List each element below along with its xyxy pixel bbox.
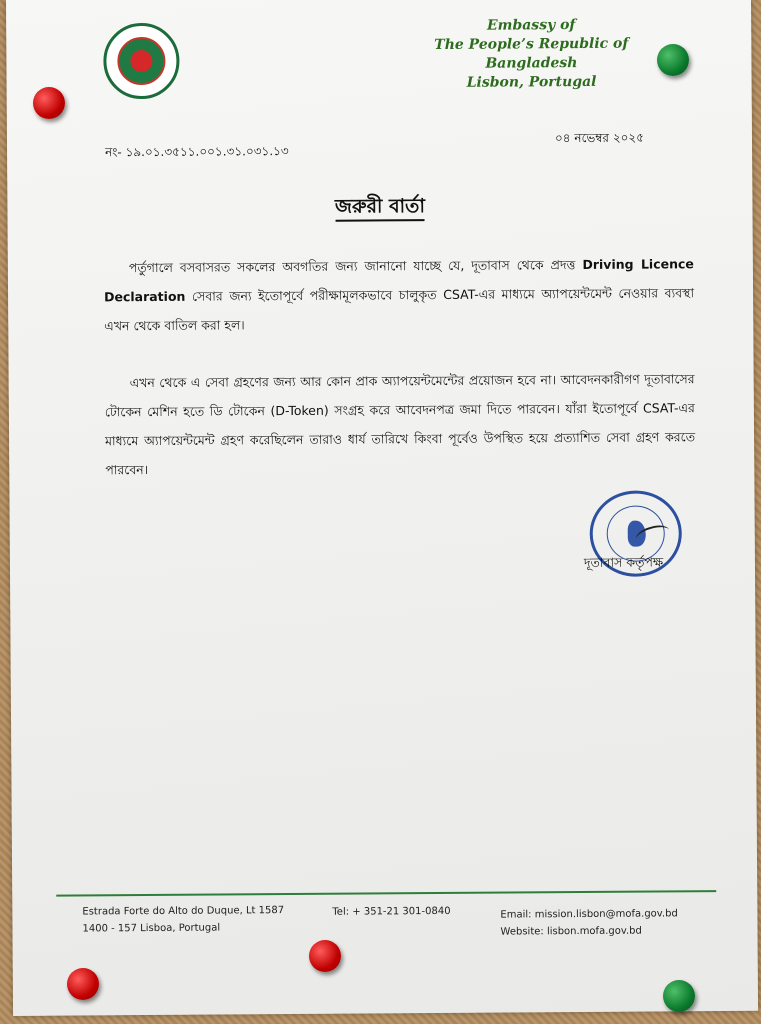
footer-address-line1: Estrada Forte do Alto do Duque, Lt 1587 [82,905,285,918]
footer-telephone: Tel: + 351-21 301-0840 [332,905,451,918]
notice-title [7,190,752,227]
header-line2: The People’s Republic of Bangladesh [434,35,629,72]
government-emblem-icon [103,23,180,100]
reference-number: নং- ১৯.০১.৩৫১১.০০১.৩১.০৩১.১৩ [105,144,289,160]
footer-divider [56,890,716,897]
green-pushpin-icon [663,980,695,1012]
notice-paper [6,0,758,1016]
footer-address-line2: 1400 - 157 Lisboa, Portugal [82,922,221,935]
red-pushpin-icon [67,968,99,1000]
paragraph-1-before: পর্তুগালে বসবাসরত সকলের অবগতির জন্য জানানো যাচ্ছে যে, দূতাবাস থেকে প্রদত্ত [128,256,583,276]
green-pushpin-icon [657,44,689,76]
notice-date: ০৪ নভেম্বর ২০২৫ [554,130,645,146]
paragraph-1 [104,249,695,340]
paragraph-2-text: এখন থেকে এ সেবা গ্রহণের জন্য আর কোন প্রাক অ্যাপয়েন্টমেন্টের প্রয়োজন হবে না। আবেদনকারীগণ দূতাবাসের টোকেন মেশিন হতে ডি টোকেন (D-Token) সংগ্রহ করে আবেদনপত্র জমা দিতে পারবেন। যাঁরা ইতোপূর্বে CSAT-এর মাধ্যমে অ্যাপয়েন্টমেন্ট গ্রহণ করেছিলেন তারাও ধার্য তারিখে কিংবা পূর্বেও উপস্থিত হয়ে প্রত্যাশিত সেবা গ্রহণ করতে পারবেন। [104,371,696,478]
footer-website: Website: lisbon.mofa.gov.bd [500,925,642,938]
embassy-header [396,15,667,93]
header-line1: Embassy of [486,17,576,34]
red-pushpin-icon [309,940,341,972]
footer-email: Email: mission.lisbon@mofa.gov.bd [500,908,678,921]
issuing-authority: দূতাবাস কর্তৃপক্ষ [583,554,664,570]
header-line3: Lisbon, Portugal [466,73,597,91]
paragraph-1-after: সেবার জন্য ইতোপূর্বে পরীক্ষামূলকভাবে চালুকৃত CSAT-এর মাধ্যমে অ্যাপয়েন্টমেন্ট নেওয়ার ব্যবস্থা এখন থেকে বাতিল করা হল। [104,285,695,334]
footer-address [82,902,284,937]
paragraph-2 [105,364,696,484]
footer-contact [500,905,678,940]
notice-title-text: জরুরী বার্তা [335,195,425,222]
paragraph-1-bold: Driving Licence Declaration [104,256,694,305]
red-pushpin-icon [33,87,65,119]
